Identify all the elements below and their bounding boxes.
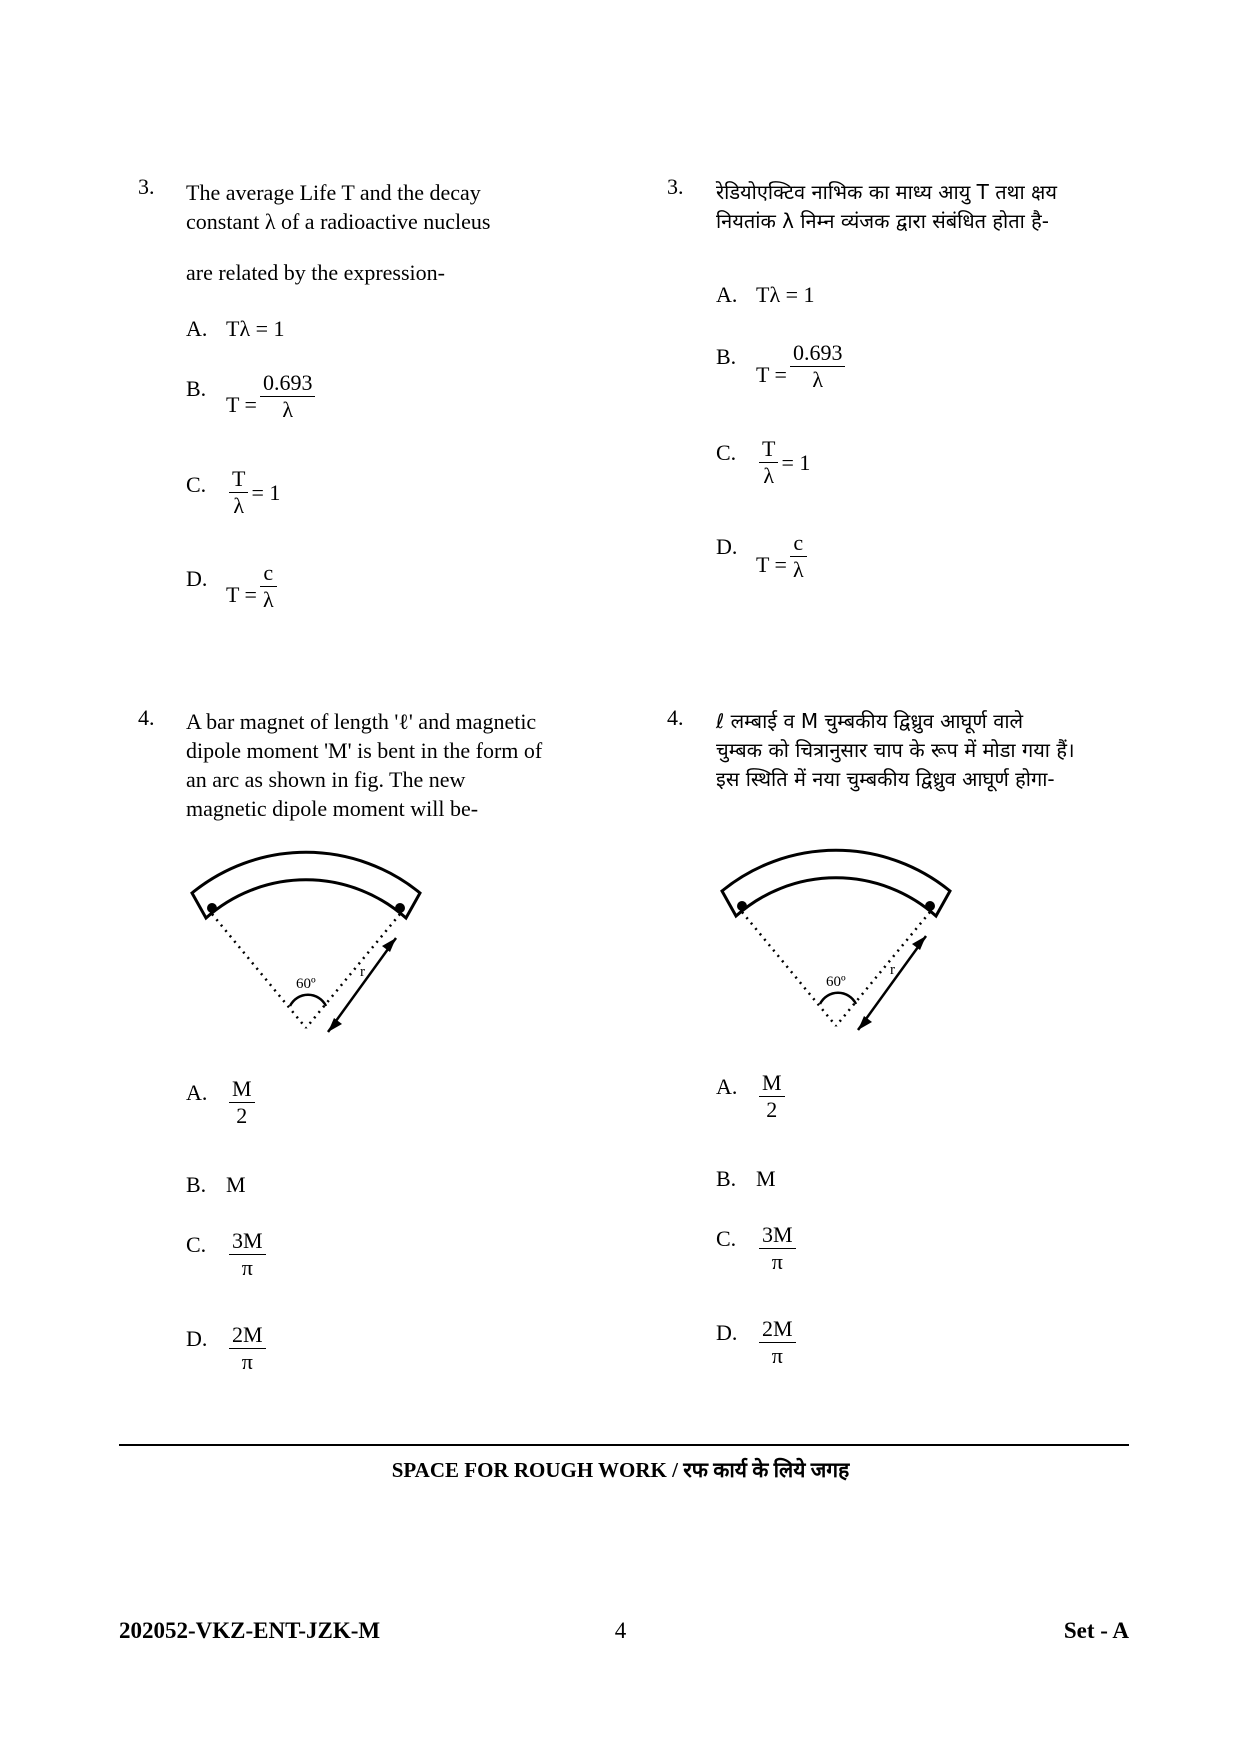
angle-label: 60º bbox=[826, 974, 846, 990]
option-rhs: = 1 bbox=[781, 449, 811, 475]
magnet-pole bbox=[737, 901, 747, 911]
arrow-head bbox=[858, 1016, 872, 1030]
fraction-denominator: π bbox=[241, 1349, 253, 1374]
option-label: C. bbox=[716, 1226, 737, 1251]
option-b bbox=[716, 340, 848, 393]
fraction-denominator: π bbox=[771, 1343, 783, 1368]
fraction-denominator: λ bbox=[233, 493, 245, 518]
question-line: ℓ लम्बाई व M चुम्बकीय द्विध्रुव आघूर्ण वाले bbox=[716, 709, 1024, 733]
option-label: D. bbox=[716, 534, 738, 559]
question-number: 4. bbox=[667, 705, 684, 730]
option-b bbox=[716, 1166, 776, 1192]
magnet-pole bbox=[395, 903, 405, 913]
fraction-denominator: 2 bbox=[236, 1103, 248, 1128]
option-c bbox=[716, 436, 810, 489]
question-line: इस स्थिति में नया चुम्बकीय द्विध्रुव आघूर्ण होगा- bbox=[716, 767, 1055, 791]
question-number: 4. bbox=[138, 705, 155, 730]
fraction-numerator: 3M bbox=[229, 1228, 266, 1255]
option-label: A. bbox=[186, 316, 208, 341]
radius-label: r bbox=[890, 962, 895, 978]
rough-work-heading: SPACE FOR ROUGH WORK / रफ कार्य के लिये जगह bbox=[391, 1458, 850, 1482]
question-number: 3. bbox=[667, 174, 684, 199]
option-d bbox=[716, 530, 810, 583]
fraction-denominator: π bbox=[771, 1249, 783, 1274]
option-d bbox=[716, 1316, 799, 1369]
option-expression: Tλ = 1 bbox=[756, 282, 815, 307]
fraction-numerator: 3M bbox=[759, 1222, 796, 1249]
arc-magnet bbox=[192, 852, 420, 918]
option-a bbox=[186, 1076, 258, 1129]
option-label: D. bbox=[186, 566, 208, 591]
fraction-denominator: 2 bbox=[766, 1097, 778, 1122]
question-line: constant λ of a radioactive nucleus bbox=[186, 209, 491, 234]
option-label: A. bbox=[186, 1080, 208, 1105]
option-b bbox=[186, 1172, 246, 1198]
angle-label: 60º bbox=[296, 976, 316, 992]
fraction-numerator: c bbox=[260, 560, 277, 587]
magnet-pole bbox=[207, 903, 217, 913]
option-label: D. bbox=[186, 1326, 208, 1351]
option-label: B. bbox=[716, 344, 737, 369]
fraction-numerator: 2M bbox=[759, 1316, 796, 1343]
fraction bbox=[229, 1076, 255, 1129]
fraction bbox=[229, 1228, 266, 1281]
option-a bbox=[716, 1070, 788, 1123]
fraction bbox=[229, 1322, 266, 1375]
option-label: D. bbox=[716, 1320, 738, 1345]
option-lhs: T = bbox=[756, 551, 787, 577]
question-line: A bar magnet of length 'ℓ' and magnetic bbox=[186, 709, 537, 734]
question-text bbox=[186, 707, 542, 823]
angle-arc bbox=[290, 995, 326, 1006]
fraction-numerator: 0.693 bbox=[790, 340, 846, 367]
fraction bbox=[790, 340, 846, 393]
question-line: an arc as shown in fig. The new bbox=[186, 767, 466, 792]
option-c bbox=[186, 466, 280, 519]
option-lhs: T = bbox=[226, 581, 257, 607]
option-label: B. bbox=[186, 1172, 207, 1197]
question-text bbox=[716, 178, 1057, 236]
paper-code: 202052-VKZ-ENT-JZK-M bbox=[119, 1618, 381, 1643]
fraction-denominator: λ bbox=[792, 557, 804, 582]
option-d bbox=[186, 1322, 269, 1375]
divider bbox=[119, 1444, 1129, 1446]
fraction bbox=[260, 560, 277, 613]
page-number: 4 bbox=[614, 1618, 627, 1643]
fraction-numerator: 2M bbox=[229, 1322, 266, 1349]
dotted-radius bbox=[306, 914, 400, 1028]
fraction bbox=[759, 1316, 796, 1369]
bent-magnet-figure bbox=[180, 840, 440, 1040]
option-expression: M bbox=[226, 1172, 246, 1197]
angle-arc bbox=[820, 993, 856, 1004]
fraction-numerator: M bbox=[229, 1076, 255, 1103]
question-line: नियतांक λ निम्न व्यंजक द्वारा संबंधित होता है- bbox=[716, 209, 1049, 233]
fraction-numerator: M bbox=[759, 1070, 785, 1097]
question-line: are related by the expression- bbox=[186, 260, 445, 285]
option-a bbox=[186, 316, 285, 342]
option-label: C. bbox=[716, 440, 737, 465]
option-label: C. bbox=[186, 472, 207, 497]
arrow-head bbox=[328, 1018, 342, 1032]
magnet-pole bbox=[925, 901, 935, 911]
option-label: A. bbox=[716, 282, 738, 307]
radius-arrow bbox=[858, 936, 926, 1030]
question-line: The average Life T and the decay bbox=[186, 180, 481, 205]
bent-magnet-figure bbox=[710, 838, 970, 1038]
set-label: Set - A bbox=[1063, 1618, 1129, 1643]
fraction-numerator: c bbox=[790, 530, 807, 557]
fraction-denominator: λ bbox=[812, 367, 824, 392]
option-lhs: T = bbox=[756, 361, 787, 387]
radius-label: r bbox=[360, 964, 365, 980]
fraction bbox=[759, 1222, 796, 1275]
option-c bbox=[716, 1222, 799, 1275]
question-line: रेडियोएक्टिव नाभिक का माध्य आयु T तथा क्षय bbox=[716, 180, 1057, 204]
fraction bbox=[229, 466, 248, 519]
fraction bbox=[790, 530, 807, 583]
option-lhs: T = bbox=[226, 391, 257, 417]
question-line: चुम्बक को चित्रानुसार चाप के रूप में मोडा गया हैं। bbox=[716, 738, 1075, 762]
question-text bbox=[186, 178, 491, 236]
dotted-radius bbox=[742, 912, 836, 1026]
arc-magnet bbox=[722, 850, 950, 916]
option-d bbox=[186, 560, 280, 613]
arrow-head bbox=[912, 936, 926, 950]
arrow-head bbox=[382, 938, 396, 952]
option-expression: Tλ = 1 bbox=[226, 316, 285, 341]
fraction-denominator: π bbox=[241, 1255, 253, 1280]
option-expression: M bbox=[756, 1166, 776, 1191]
fraction-numerator: T bbox=[759, 436, 778, 463]
option-label: C. bbox=[186, 1232, 207, 1257]
fraction-denominator: λ bbox=[763, 463, 775, 488]
fraction bbox=[759, 1070, 785, 1123]
question-line: dipole moment 'M' is bent in the form of bbox=[186, 738, 543, 763]
fraction bbox=[260, 370, 316, 423]
question-line: magnetic dipole moment will be- bbox=[186, 796, 479, 821]
dotted-radius bbox=[212, 914, 306, 1028]
option-b bbox=[186, 370, 318, 423]
option-label: B. bbox=[716, 1166, 737, 1191]
option-rhs: = 1 bbox=[251, 479, 281, 505]
option-a bbox=[716, 282, 815, 308]
dotted-radius bbox=[836, 912, 930, 1026]
fraction-denominator: λ bbox=[262, 587, 274, 612]
question-number: 3. bbox=[138, 174, 155, 199]
radius-arrow bbox=[328, 938, 396, 1032]
option-label: B. bbox=[186, 376, 207, 401]
fraction bbox=[759, 436, 778, 489]
option-c bbox=[186, 1228, 269, 1281]
fraction-denominator: λ bbox=[282, 397, 294, 422]
fraction-numerator: 0.693 bbox=[260, 370, 316, 397]
fraction-numerator: T bbox=[229, 466, 248, 493]
question-text bbox=[716, 707, 1075, 794]
option-label: A. bbox=[716, 1074, 738, 1099]
